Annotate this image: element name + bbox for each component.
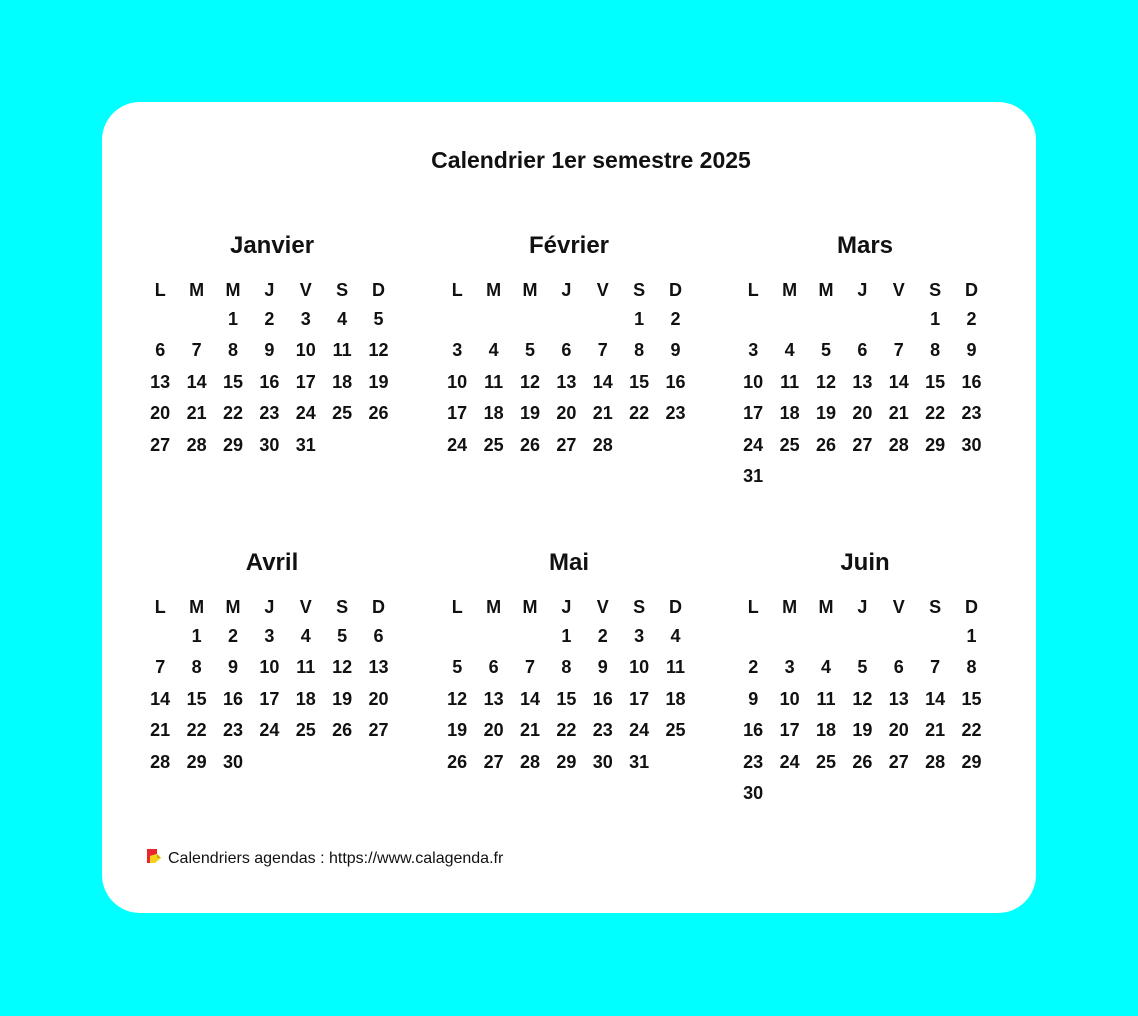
day-cell: 9 <box>748 688 759 709</box>
day-cell: 6 <box>488 657 499 678</box>
page-title: Calendrier 1er semestre 2025 <box>431 147 751 173</box>
day-cell: 28 <box>519 751 540 772</box>
day-cell: 31 <box>629 751 650 772</box>
day-cell: 27 <box>150 434 171 455</box>
day-cell: 9 <box>966 340 977 361</box>
day-cell: 21 <box>150 720 171 741</box>
weekday-header: M <box>486 280 502 300</box>
day-cell: 11 <box>666 657 686 678</box>
day-cell-empty <box>439 621 475 652</box>
weekday-header: M <box>225 597 241 617</box>
day-cell: 7 <box>191 340 202 361</box>
day-cell: 23 <box>592 720 613 741</box>
day-cell: 9 <box>597 657 608 678</box>
day-cell: 8 <box>561 657 572 678</box>
day-cell: 1 <box>966 626 977 646</box>
day-cell: 7 <box>893 340 904 361</box>
day-cell: 10 <box>779 688 800 709</box>
day-cell: 27 <box>483 751 504 772</box>
weekday-header: J <box>264 597 275 617</box>
weekday-header: S <box>929 280 942 300</box>
day-cell: 20 <box>368 688 389 709</box>
day-cell: 15 <box>222 371 243 392</box>
day-cell: 2 <box>748 657 759 678</box>
day-cell: 24 <box>779 751 800 772</box>
weekday-header: M <box>189 597 205 617</box>
day-cell: 30 <box>743 782 764 803</box>
day-cell: 23 <box>665 403 686 424</box>
day-cell: 26 <box>519 434 540 455</box>
day-cell-empty <box>881 304 917 335</box>
day-cell: 3 <box>264 626 275 646</box>
weekday-header: J <box>264 280 275 300</box>
weekday-header: L <box>747 597 759 617</box>
weekday-header: M <box>225 280 241 300</box>
day-cell: 16 <box>222 688 243 709</box>
day-cell-empty <box>808 621 844 652</box>
weekday-header: J <box>561 597 572 617</box>
day-cell: 4 <box>300 626 311 646</box>
day-cell: 12 <box>368 340 389 361</box>
day-cell: 14 <box>925 688 946 709</box>
month-grid <box>142 276 402 461</box>
day-cell: 4 <box>488 340 499 361</box>
day-cell: 7 <box>930 657 941 678</box>
day-cell: 26 <box>447 751 468 772</box>
day-cell: 25 <box>483 434 504 455</box>
day-cell: 13 <box>556 371 577 392</box>
day-cell: 12 <box>519 371 540 392</box>
day-cell: 14 <box>150 688 171 709</box>
weekday-header: M <box>782 280 798 300</box>
day-cell: 19 <box>447 720 468 741</box>
day-cell: 15 <box>629 371 650 392</box>
day-cell: 23 <box>961 403 982 424</box>
day-cell: 2 <box>264 309 275 329</box>
day-cell: 5 <box>337 626 348 646</box>
day-cell-empty <box>548 304 584 335</box>
day-cell: 11 <box>816 688 836 709</box>
day-cell: 19 <box>519 403 540 424</box>
day-cell: 24 <box>743 434 764 455</box>
day-cell: 17 <box>259 688 280 709</box>
day-cell: 9 <box>227 657 238 678</box>
day-cell: 24 <box>295 403 316 424</box>
day-cell: 2 <box>227 626 238 646</box>
day-cell: 19 <box>368 371 389 392</box>
day-cell: 26 <box>852 751 873 772</box>
day-cell-empty <box>844 304 880 335</box>
day-cell: 30 <box>961 434 982 455</box>
day-cell: 14 <box>519 688 540 709</box>
day-cell: 24 <box>447 434 468 455</box>
day-cell: 10 <box>259 657 280 678</box>
weekday-header: L <box>451 597 463 617</box>
month-grid <box>735 276 995 492</box>
month-name: Avril <box>245 549 299 576</box>
day-cell: 4 <box>670 626 681 646</box>
month-grid <box>439 276 699 461</box>
calendar-card <box>102 102 1036 913</box>
weekday-header: D <box>372 280 386 300</box>
day-cell: 5 <box>373 309 384 329</box>
day-cell: 30 <box>222 751 243 772</box>
day-cell: 18 <box>665 688 686 709</box>
day-cell: 20 <box>150 403 171 424</box>
day-cell: 30 <box>259 434 280 455</box>
day-cell: 21 <box>186 403 207 424</box>
day-cell: 29 <box>925 434 946 455</box>
day-cell: 6 <box>155 340 166 361</box>
weekday-header: V <box>596 280 609 300</box>
day-cell: 25 <box>779 434 800 455</box>
weekday-header: V <box>596 597 609 617</box>
day-cell: 20 <box>556 403 577 424</box>
weekday-header: M <box>189 280 205 300</box>
weekday-header: D <box>669 597 683 617</box>
weekday-header: L <box>154 597 166 617</box>
footer <box>146 850 503 868</box>
weekday-header: L <box>154 280 166 300</box>
day-cell: 28 <box>150 751 171 772</box>
weekday-header: D <box>965 597 979 617</box>
day-cell: 1 <box>191 626 202 646</box>
weekday-header: D <box>372 597 386 617</box>
day-cell: 24 <box>629 720 650 741</box>
day-cell: 12 <box>852 688 873 709</box>
month-name: Janvier <box>229 232 315 259</box>
day-cell-empty <box>771 621 807 652</box>
day-cell: 11 <box>332 340 352 361</box>
day-cell: 8 <box>227 340 238 361</box>
day-cell: 2 <box>597 626 608 646</box>
day-cell-empty <box>475 304 511 335</box>
day-cell: 18 <box>815 720 836 741</box>
month-name: Février <box>528 232 610 259</box>
day-cell: 9 <box>264 340 275 361</box>
day-cell: 16 <box>743 720 764 741</box>
day-cell: 17 <box>447 403 468 424</box>
day-cell: 23 <box>259 403 280 424</box>
weekday-header: S <box>633 280 646 300</box>
day-cell: 19 <box>852 720 873 741</box>
day-cell: 11 <box>780 371 800 392</box>
day-cell: 21 <box>519 720 540 741</box>
day-cell: 19 <box>815 403 836 424</box>
day-cell: 11 <box>484 371 504 392</box>
day-cell: 1 <box>930 309 941 329</box>
day-cell: 14 <box>888 371 909 392</box>
month-name: Mai <box>548 549 589 576</box>
day-cell: 19 <box>332 688 353 709</box>
day-cell: 26 <box>815 434 836 455</box>
day-cell: 28 <box>888 434 909 455</box>
weekday-header: S <box>336 280 349 300</box>
day-cell-empty <box>142 621 178 652</box>
day-cell: 2 <box>670 309 681 329</box>
weekday-header: S <box>929 597 942 617</box>
weekday-header: L <box>747 280 759 300</box>
day-cell: 25 <box>665 720 686 741</box>
day-cell: 12 <box>332 657 353 678</box>
day-cell: 8 <box>930 340 941 361</box>
weekday-header: V <box>299 280 312 300</box>
weekday-header: L <box>451 280 463 300</box>
day-cell: 26 <box>368 403 389 424</box>
day-cell: 5 <box>524 340 535 361</box>
day-cell: 1 <box>227 309 238 329</box>
day-cell: 26 <box>332 720 353 741</box>
day-cell-empty <box>881 621 917 652</box>
day-cell: 16 <box>592 688 613 709</box>
month-block <box>142 232 402 461</box>
day-cell-empty <box>917 621 953 652</box>
day-cell: 29 <box>961 751 982 772</box>
day-cell: 16 <box>961 371 982 392</box>
day-cell: 24 <box>259 720 280 741</box>
day-cell: 17 <box>779 720 800 741</box>
day-cell: 16 <box>665 371 686 392</box>
day-cell: 17 <box>295 371 316 392</box>
day-cell: 6 <box>373 626 384 646</box>
month-block <box>142 549 402 778</box>
day-cell: 27 <box>888 751 909 772</box>
weekday-header: M <box>818 280 834 300</box>
weekday-header: J <box>857 597 868 617</box>
day-cell: 5 <box>820 340 831 361</box>
day-cell: 18 <box>295 688 316 709</box>
day-cell: 13 <box>483 688 504 709</box>
day-cell: 18 <box>779 403 800 424</box>
day-cell: 27 <box>368 720 389 741</box>
day-cell: 8 <box>634 340 645 361</box>
month-block <box>439 549 699 778</box>
day-cell: 13 <box>368 657 389 678</box>
weekday-header: J <box>561 280 572 300</box>
day-cell-empty <box>735 621 771 652</box>
day-cell: 22 <box>556 720 577 741</box>
day-cell: 22 <box>186 720 207 741</box>
day-cell: 4 <box>337 309 348 329</box>
day-cell: 18 <box>483 403 504 424</box>
day-cell-empty <box>439 304 475 335</box>
day-cell: 6 <box>893 657 904 678</box>
day-cell-empty <box>808 304 844 335</box>
day-cell: 12 <box>447 688 468 709</box>
day-cell: 13 <box>852 371 873 392</box>
month-grid <box>735 593 995 809</box>
day-cell: 20 <box>852 403 873 424</box>
day-cell: 21 <box>888 403 909 424</box>
day-cell: 3 <box>452 340 463 361</box>
day-cell: 5 <box>857 657 868 678</box>
weekday-header: D <box>965 280 979 300</box>
day-cell: 12 <box>815 371 836 392</box>
day-cell-empty <box>178 304 214 335</box>
day-cell-empty <box>512 304 548 335</box>
day-cell-empty <box>771 304 807 335</box>
day-cell: 9 <box>670 340 681 361</box>
weekday-header: M <box>818 597 834 617</box>
footer-text: Calendriers agendas : https://www.calagenda.fr <box>168 850 504 867</box>
weekday-header: S <box>633 597 646 617</box>
day-cell: 7 <box>155 657 166 678</box>
day-cell: 28 <box>925 751 946 772</box>
day-cell: 22 <box>961 720 982 741</box>
day-cell: 28 <box>592 434 613 455</box>
day-cell: 28 <box>186 434 207 455</box>
day-cell: 17 <box>743 403 764 424</box>
weekday-header: V <box>299 597 312 617</box>
day-cell: 10 <box>295 340 316 361</box>
day-cell: 3 <box>300 309 311 329</box>
weekday-header: V <box>892 280 905 300</box>
day-cell: 27 <box>852 434 873 455</box>
day-cell: 21 <box>592 403 613 424</box>
weekday-header: M <box>782 597 798 617</box>
day-cell: 11 <box>296 657 316 678</box>
day-cell-empty <box>142 304 178 335</box>
day-cell: 15 <box>925 371 946 392</box>
weekday-header: M <box>522 597 538 617</box>
day-cell: 8 <box>191 657 202 678</box>
weekday-header: M <box>522 280 538 300</box>
day-cell: 18 <box>332 371 353 392</box>
weekday-header: V <box>892 597 905 617</box>
day-cell: 15 <box>186 688 207 709</box>
day-cell: 21 <box>925 720 946 741</box>
day-cell: 14 <box>592 371 613 392</box>
day-cell: 4 <box>784 340 795 361</box>
day-cell: 15 <box>961 688 982 709</box>
day-cell: 31 <box>295 434 316 455</box>
day-cell: 15 <box>556 688 577 709</box>
day-cell: 6 <box>561 340 572 361</box>
day-cell: 20 <box>888 720 909 741</box>
weekday-header: J <box>857 280 868 300</box>
month-name: Juin <box>840 549 890 576</box>
month-block <box>735 549 995 809</box>
day-cell: 3 <box>634 626 645 646</box>
day-cell-empty <box>585 304 621 335</box>
day-cell: 17 <box>629 688 650 709</box>
day-cell: 13 <box>888 688 909 709</box>
month-grid <box>439 593 699 778</box>
day-cell: 7 <box>524 657 535 678</box>
day-cell-empty <box>735 304 771 335</box>
day-cell: 29 <box>556 751 577 772</box>
day-cell: 16 <box>259 371 280 392</box>
day-cell: 5 <box>452 657 463 678</box>
day-cell: 4 <box>820 657 831 678</box>
month-block <box>735 232 995 492</box>
day-cell: 23 <box>222 720 243 741</box>
day-cell: 8 <box>966 657 977 678</box>
day-cell: 29 <box>186 751 207 772</box>
day-cell: 22 <box>222 403 243 424</box>
day-cell: 25 <box>815 751 836 772</box>
day-cell: 1 <box>561 626 572 646</box>
day-cell-empty <box>844 621 880 652</box>
day-cell: 29 <box>222 434 243 455</box>
day-cell: 10 <box>447 371 468 392</box>
month-name: Mars <box>836 232 894 259</box>
day-cell: 13 <box>150 371 171 392</box>
day-cell: 27 <box>556 434 577 455</box>
month-grid <box>142 593 402 778</box>
day-cell: 6 <box>857 340 868 361</box>
day-cell: 10 <box>629 657 650 678</box>
day-cell: 30 <box>592 751 613 772</box>
month-block <box>439 232 699 461</box>
day-cell: 10 <box>743 371 764 392</box>
day-cell: 25 <box>332 403 353 424</box>
day-cell: 22 <box>925 403 946 424</box>
day-cell: 1 <box>634 309 645 329</box>
day-cell: 25 <box>295 720 316 741</box>
weekday-header: S <box>336 597 349 617</box>
day-cell: 7 <box>597 340 608 361</box>
day-cell: 3 <box>784 657 795 678</box>
day-cell: 20 <box>483 720 504 741</box>
calagenda-logo-icon <box>146 848 162 864</box>
day-cell-empty <box>475 621 511 652</box>
day-cell: 3 <box>748 340 759 361</box>
weekday-header: D <box>669 280 683 300</box>
day-cell: 14 <box>186 371 207 392</box>
day-cell-empty <box>512 621 548 652</box>
day-cell: 31 <box>743 465 764 486</box>
day-cell: 23 <box>743 751 764 772</box>
day-cell: 2 <box>966 309 977 329</box>
weekday-header: M <box>486 597 502 617</box>
day-cell: 22 <box>629 403 650 424</box>
